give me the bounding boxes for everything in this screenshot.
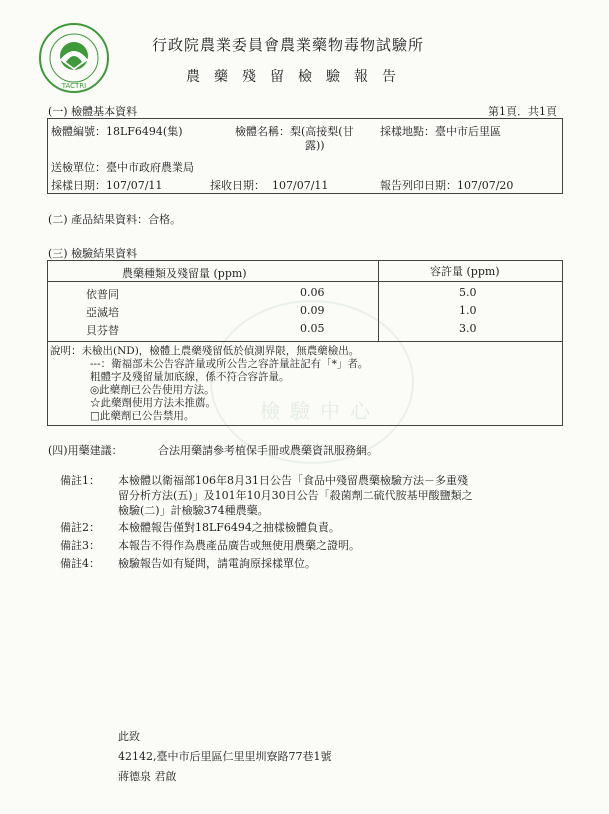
tolerance-value: 1.0 bbox=[459, 304, 477, 317]
sample-date-label: 採樣日期： bbox=[51, 179, 106, 192]
remark-line: 本報告不得作為農產品廣告或無使用農藥之證明。 bbox=[118, 539, 360, 552]
col-pesticide-header: 農藥種類及殘留量 (ppm) bbox=[122, 267, 247, 280]
sample-id-label: 檢體編號： bbox=[51, 125, 106, 138]
sample-date-row bbox=[51, 177, 162, 193]
sample-name: 梨(高接梨(甘 bbox=[290, 125, 354, 138]
remark-label: 備註3： bbox=[60, 539, 100, 552]
table-bottom-divider bbox=[48, 341, 562, 342]
receive-date-row bbox=[210, 177, 328, 193]
section1-heading: (一) 檢體基本資料 bbox=[48, 105, 138, 118]
sample-name-line2: 露)) bbox=[305, 139, 325, 152]
report-header bbox=[38, 22, 578, 92]
residue-value: 0.06 bbox=[300, 286, 325, 299]
note-line: ◎此藥劑已公告使用方法。 bbox=[90, 384, 215, 396]
report-title: 農藥殘留檢驗報告 bbox=[186, 69, 410, 85]
remark-line: 留分析方法(五)」及101年10月30日公告「殺菌劑二硫代胺基甲酸鹽類之 bbox=[118, 489, 473, 502]
note-line: ---：衛福部未公告容許量或所公告之容許量註記有「*」者。 bbox=[90, 358, 369, 370]
section3-heading: (三) 檢驗結果資料 bbox=[48, 247, 138, 260]
tactri-logo bbox=[38, 22, 110, 94]
page-number: 第1頁．共1頁 bbox=[488, 105, 557, 118]
note-line: 說明：未檢出(ND)，檢體上農藥殘留低於偵測界限，無農藥檢出。 bbox=[50, 345, 360, 357]
remark-line: 本檢體報告僅對18LF6494之抽樣檢體負責。 bbox=[118, 521, 340, 534]
pesticide-name: 亞滅培 bbox=[86, 306, 119, 319]
sample-id: 18LF6494(集) bbox=[106, 125, 183, 138]
submitter: 臺中市政府農業局 bbox=[106, 161, 194, 174]
logo-text: TACTRI bbox=[61, 82, 87, 90]
note-line: □此藥劑已公告禁用。 bbox=[90, 410, 195, 422]
note-line: 粗體字及殘留量加底線，係不符合容許量。 bbox=[90, 371, 290, 383]
sample-name-row bbox=[235, 123, 354, 139]
watermark-text: 檢驗中心 bbox=[260, 399, 380, 423]
residue-value: 0.09 bbox=[300, 304, 325, 317]
pesticide-name: 依普同 bbox=[86, 288, 119, 301]
header-divider bbox=[48, 281, 562, 282]
recipient-name: 蔣德泉 君啟 bbox=[118, 770, 177, 783]
submitter-label: 送檢單位： bbox=[51, 161, 106, 174]
remark-line: 檢驗(二)」計檢驗374種農藥。 bbox=[118, 504, 269, 517]
pesticide-name: 貝芬替 bbox=[86, 324, 119, 337]
sample-id-row bbox=[51, 123, 183, 139]
submitter-row bbox=[51, 159, 194, 175]
print-date-label: 報告列印日期： bbox=[380, 179, 457, 192]
note-line: ☆此藥劑使用方法未推薦。 bbox=[90, 397, 216, 409]
results-box bbox=[47, 260, 563, 426]
section4-advice: 合法用藥請參考植保手冊或農藥資訊服務網。 bbox=[158, 444, 378, 457]
column-divider bbox=[378, 261, 379, 341]
tolerance-value: 3.0 bbox=[459, 322, 477, 335]
section4-heading: (四)用藥建議： bbox=[48, 444, 123, 457]
salutation: 此致 bbox=[118, 730, 140, 743]
residue-value: 0.05 bbox=[300, 322, 325, 335]
sample-date: 107/07/11 bbox=[106, 179, 163, 192]
receive-date-label: 採收日期： bbox=[210, 179, 265, 192]
basic-info-box bbox=[47, 118, 563, 194]
location: 臺中市后里區 bbox=[435, 125, 501, 138]
location-label: 採樣地點： bbox=[380, 125, 435, 138]
section2-heading: (二) 產品結果資料：合格。 bbox=[48, 213, 182, 226]
recipient-address: 42142,臺中市后里區仁里里圳寮路77巷1號 bbox=[118, 750, 332, 763]
receive-date: 107/07/11 bbox=[272, 179, 329, 192]
tolerance-value: 5.0 bbox=[459, 286, 477, 299]
sample-name-label: 檢體名稱： bbox=[235, 125, 290, 138]
remark-label: 備註4： bbox=[60, 557, 100, 570]
remark-line: 本檢體以衛福部106年8月31日公告「食品中殘留農藥檢驗方法－多重殘 bbox=[118, 474, 468, 487]
location-row bbox=[380, 123, 501, 139]
org-title: 行政院農業委員會農業藥物毒物試驗所 bbox=[152, 36, 425, 54]
remark-line: 檢驗報告如有疑問，請電詢原採樣單位。 bbox=[118, 557, 316, 570]
col-tolerance-header: 容許量 (ppm) bbox=[430, 265, 500, 278]
print-date-row bbox=[380, 177, 513, 193]
remark-label: 備註2： bbox=[60, 521, 100, 534]
print-date: 107/07/20 bbox=[457, 179, 514, 192]
remark-label: 備註1： bbox=[60, 474, 100, 487]
